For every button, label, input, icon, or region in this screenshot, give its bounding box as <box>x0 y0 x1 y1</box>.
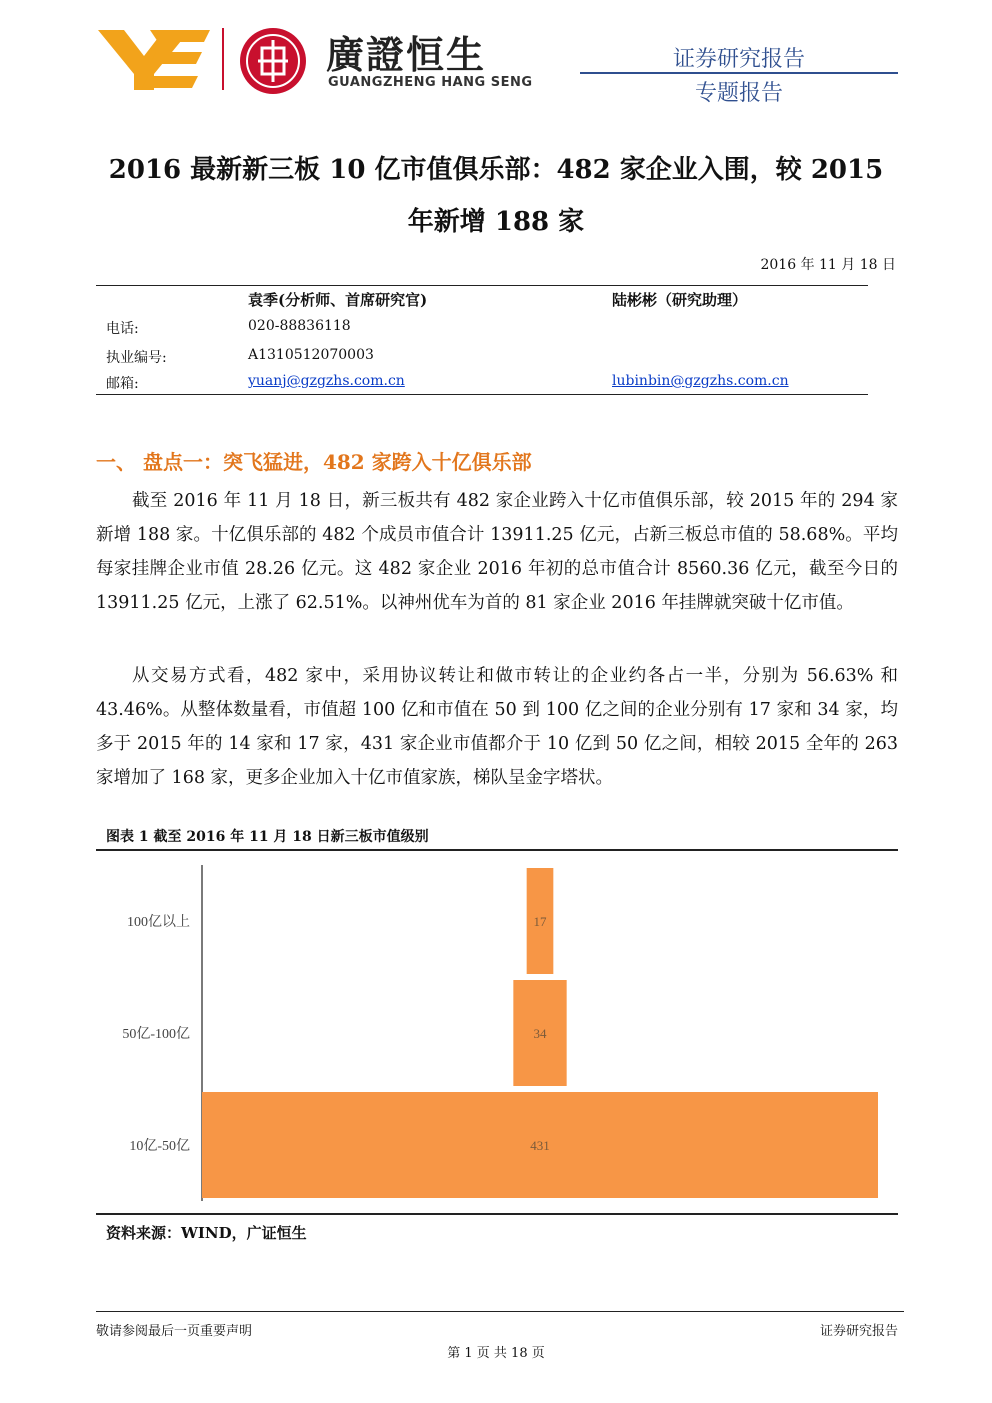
report-title: 2016 最新新三板 10 亿市值俱乐部：482 家企业入围，较 2015 年新增 188 家 <box>108 155 884 237</box>
report-type: 证券研究报告 <box>672 47 805 72</box>
analyst-phone: 020-88836118 <box>248 318 351 334</box>
license-label: 执业编号: <box>106 350 167 366</box>
report-subtype: 专题报告 <box>694 81 783 106</box>
footer-rule <box>96 1311 904 1312</box>
email-label: 邮箱: <box>106 376 139 392</box>
footer-disclaimer: 敬请参阅最后一页重要声明 <box>96 1324 253 1339</box>
chart-data-label: 17 <box>533 914 547 929</box>
analyst-email-link[interactable]: yuanj@gzgzhs.com.cn <box>248 373 405 389</box>
section-heading: 一、 盘点一：突飞猛进，482 家跨入十亿俱乐部 <box>96 450 532 474</box>
page-number: 第 1 页 共 18 页 <box>447 1346 545 1361</box>
chart-category-label: 50亿-100亿 <box>122 1027 190 1042</box>
ye-logo-icon <box>98 26 210 92</box>
analyst-name: 袁季(分析师、首席研究官) <box>248 291 428 309</box>
company-logo-english: GUANGZHENG HANG SENG <box>328 75 533 90</box>
chart-data-label: 34 <box>533 1026 547 1041</box>
body-paragraph: 从交易方式看，482 家中，采用协议转让和做市转让的企业约各占一半，分别为 56.63% 和 43.46%。从整体数量看，市值超 100 亿和市值在 50 到 100 亿之间的企业分别有 17 家和 34 家，均多于 2015 年的 14 家和 17 家，431 家企业市值都介于 10 亿到 50 亿之间，相较 2015 全年的 263 家增加了 168 家，更多企业加入十亿市值家族，梯队呈金字塔状。 <box>96 666 898 788</box>
market-cap-tier-chart <box>96 851 898 1213</box>
analyst-license: A1310512070003 <box>248 347 374 363</box>
guangzheng-seal-icon <box>238 26 308 96</box>
body-paragraph: 截至 2016 年 11 月 18 日，新三板共有 482 家企业跨入十亿市值俱乐部，较 2015 年的 294 家新增 188 家。十亿俱乐部的 482 个成员市值合计 13911.25 亿元，占新三板总市值的 58.68%。平均每家挂牌企业市值 28.26 亿元。这 482 家企业 2016 年初的总市值合计 8560.36 亿元，截至今日的 13911.25 亿元，上涨了 62.51%。以神州优车为首的 81 家企业 2016 年挂牌就突破十亿市值。 <box>96 491 898 613</box>
chart-category-label: 10亿-50亿 <box>129 1139 190 1154</box>
assistant-name: 陆彬彬（研究助理） <box>612 291 748 309</box>
header-rule <box>580 72 898 74</box>
author-table-top-rule <box>96 285 868 286</box>
phone-label: 电话: <box>106 321 139 337</box>
report-date: 2016 年 11 月 18 日 <box>760 257 896 273</box>
company-logo-text: 廣證恒生 <box>326 33 487 77</box>
figure-caption: 图表 1 截至 2016 年 11 月 18 日新三板市值级别 <box>106 829 429 845</box>
author-table-bottom-rule <box>96 394 868 395</box>
footer-report-type: 证券研究报告 <box>819 1324 898 1339</box>
figure-source: 资料来源：WIND，广证恒生 <box>106 1224 307 1242</box>
figure-bottom-rule <box>96 1213 898 1215</box>
chart-category-label: 100亿以上 <box>127 915 190 930</box>
chart-data-label: 431 <box>530 1138 550 1153</box>
logo-divider <box>222 28 224 90</box>
assistant-email-link[interactable]: lubinbin@gzgzhs.com.cn <box>612 373 789 389</box>
